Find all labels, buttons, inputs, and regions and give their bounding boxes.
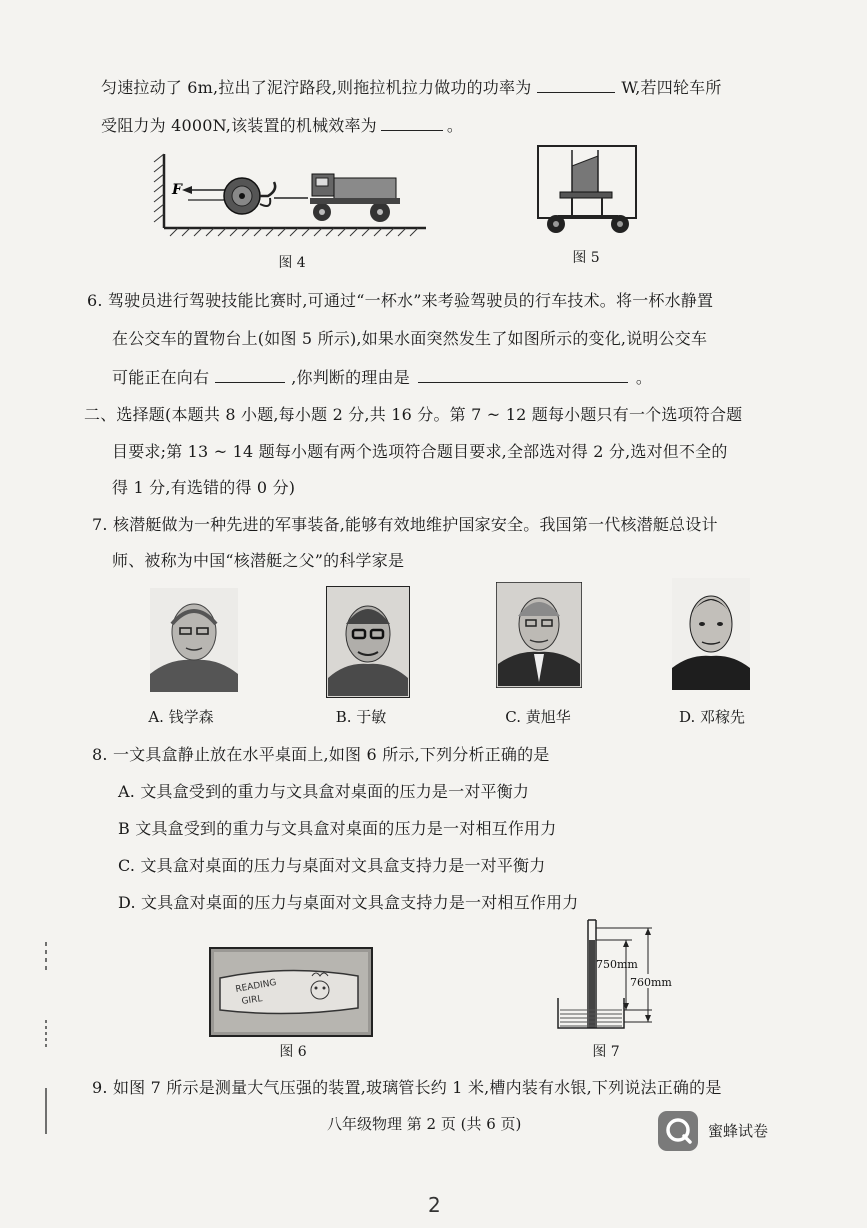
- q6-reason-blank: [418, 366, 628, 383]
- q8-option-a: A. 文具盒受到的重力与文具盒对桌面的压力是一对平衡力: [118, 782, 530, 801]
- q6-line-3-mid: ,你判断的理由是: [291, 368, 410, 387]
- figure-5-bus-water-cup: [536, 144, 640, 244]
- binding-margin-marks: [40, 938, 52, 1138]
- q6-motion-blank: [215, 366, 285, 383]
- figure-7-label-750: 750mm: [596, 958, 638, 971]
- page-footer: 八年级物理 第 2 页 (共 6 页): [327, 1115, 522, 1133]
- section-2-line-3: 得 1 分,有选错的得 0 分): [112, 478, 296, 497]
- q6-line-1: 6. 驾驶员进行驾驶技能比赛时,可通过“一杯水”来考验驾驶员的行车技术。将一杯水静置: [87, 291, 714, 310]
- portrait-b-image: [326, 586, 410, 698]
- figure-4-force-label: F: [172, 182, 182, 198]
- q6-line-3-text: 可能正在向右: [112, 368, 210, 387]
- page-number: 2: [428, 1193, 441, 1217]
- q5-line-2-tail: 。: [446, 116, 464, 135]
- portrait-c-image: [496, 582, 582, 688]
- q9-stem: 9. 如图 7 所示是测量大气压强的装置,玻璃管长约 1 米,槽内装有水银,下列说法正确的是: [92, 1078, 722, 1097]
- q8-option-b: B 文具盒受到的重力与文具盒对桌面的压力是一对相互作用力: [118, 819, 557, 838]
- q5-efficiency-blank: [381, 114, 443, 131]
- q7-line-2: 师、被称为中国“核潜艇之父”的科学家是: [112, 551, 405, 570]
- q6-line-3: [112, 366, 652, 389]
- brand-logo-icon: [657, 1110, 699, 1152]
- q6-line-3-tail: 。: [635, 368, 653, 387]
- portrait-a-image: [150, 588, 238, 692]
- q8-option-d: D. 文具盒对桌面的压力与桌面对文具盒支持力是一对相互作用力: [118, 893, 579, 912]
- section-2-line-2: 目要求;第 13 ~ 14 题每小题有两个选项符合题目要求,全部选对得 2 分,选对但不全的: [112, 442, 728, 461]
- figure-6-pencil-case: [208, 946, 374, 1038]
- q5-line-1-tail: W,若四轮车所: [621, 78, 722, 97]
- q5-line-1-text: 匀速拉动了 6m,拉出了泥泞路段,则拖拉机拉力做功的功率为: [101, 78, 532, 97]
- q7-line-1: 7. 核潜艇做为一种先进的军事装备,能够有效地维护国家安全。我国第一代核潜艇总设计: [92, 515, 718, 534]
- q5-power-blank: [537, 76, 615, 93]
- portrait-d-image: [672, 578, 750, 690]
- figure-6-box-text-2: GIRL: [241, 994, 264, 1007]
- brand-name: 蜜蜂试卷: [708, 1122, 769, 1140]
- q8-stem: 8. 一文具盒静止放在水平桌面上,如图 6 所示,下列分析正确的是: [92, 745, 550, 764]
- figure-7-caption: 图 7: [592, 1044, 620, 1060]
- figure-5-caption: 图 5: [572, 250, 600, 266]
- figure-7-barometer: [552, 914, 692, 1036]
- figure-4-caption: 图 4: [278, 255, 306, 271]
- figure-6-box-text-1: READING: [234, 977, 278, 995]
- q5-line-2-text: 受阻力为 4000N,该装置的机械效率为: [101, 116, 377, 135]
- section-2-line-1: 二、选择题(本题共 8 小题,每小题 2 分,共 16 分。第 7 ~ 12 题每小题只有一个选项符合题: [84, 405, 743, 424]
- figure-4-tractor-pulley: [150, 148, 430, 243]
- q6-line-2: 在公交车的置物台上(如图 5 所示),如果水面突然发生了如图所示的变化,说明公交车: [112, 329, 708, 348]
- q7-option-c: C. 黄旭华: [505, 708, 571, 726]
- q7-option-a: A. 钱学森: [148, 708, 214, 726]
- q5-line-2: [101, 114, 463, 137]
- figure-6-caption: 图 6: [279, 1044, 307, 1060]
- q8-option-c: C. 文具盒对桌面的压力与桌面对文具盒支持力是一对平衡力: [118, 856, 546, 875]
- figure-7-label-760: 760mm: [630, 976, 672, 989]
- q5-line-1: [101, 76, 722, 99]
- q7-option-d: D. 邓稼先: [678, 708, 746, 726]
- q7-option-b: B. 于敏: [335, 708, 387, 726]
